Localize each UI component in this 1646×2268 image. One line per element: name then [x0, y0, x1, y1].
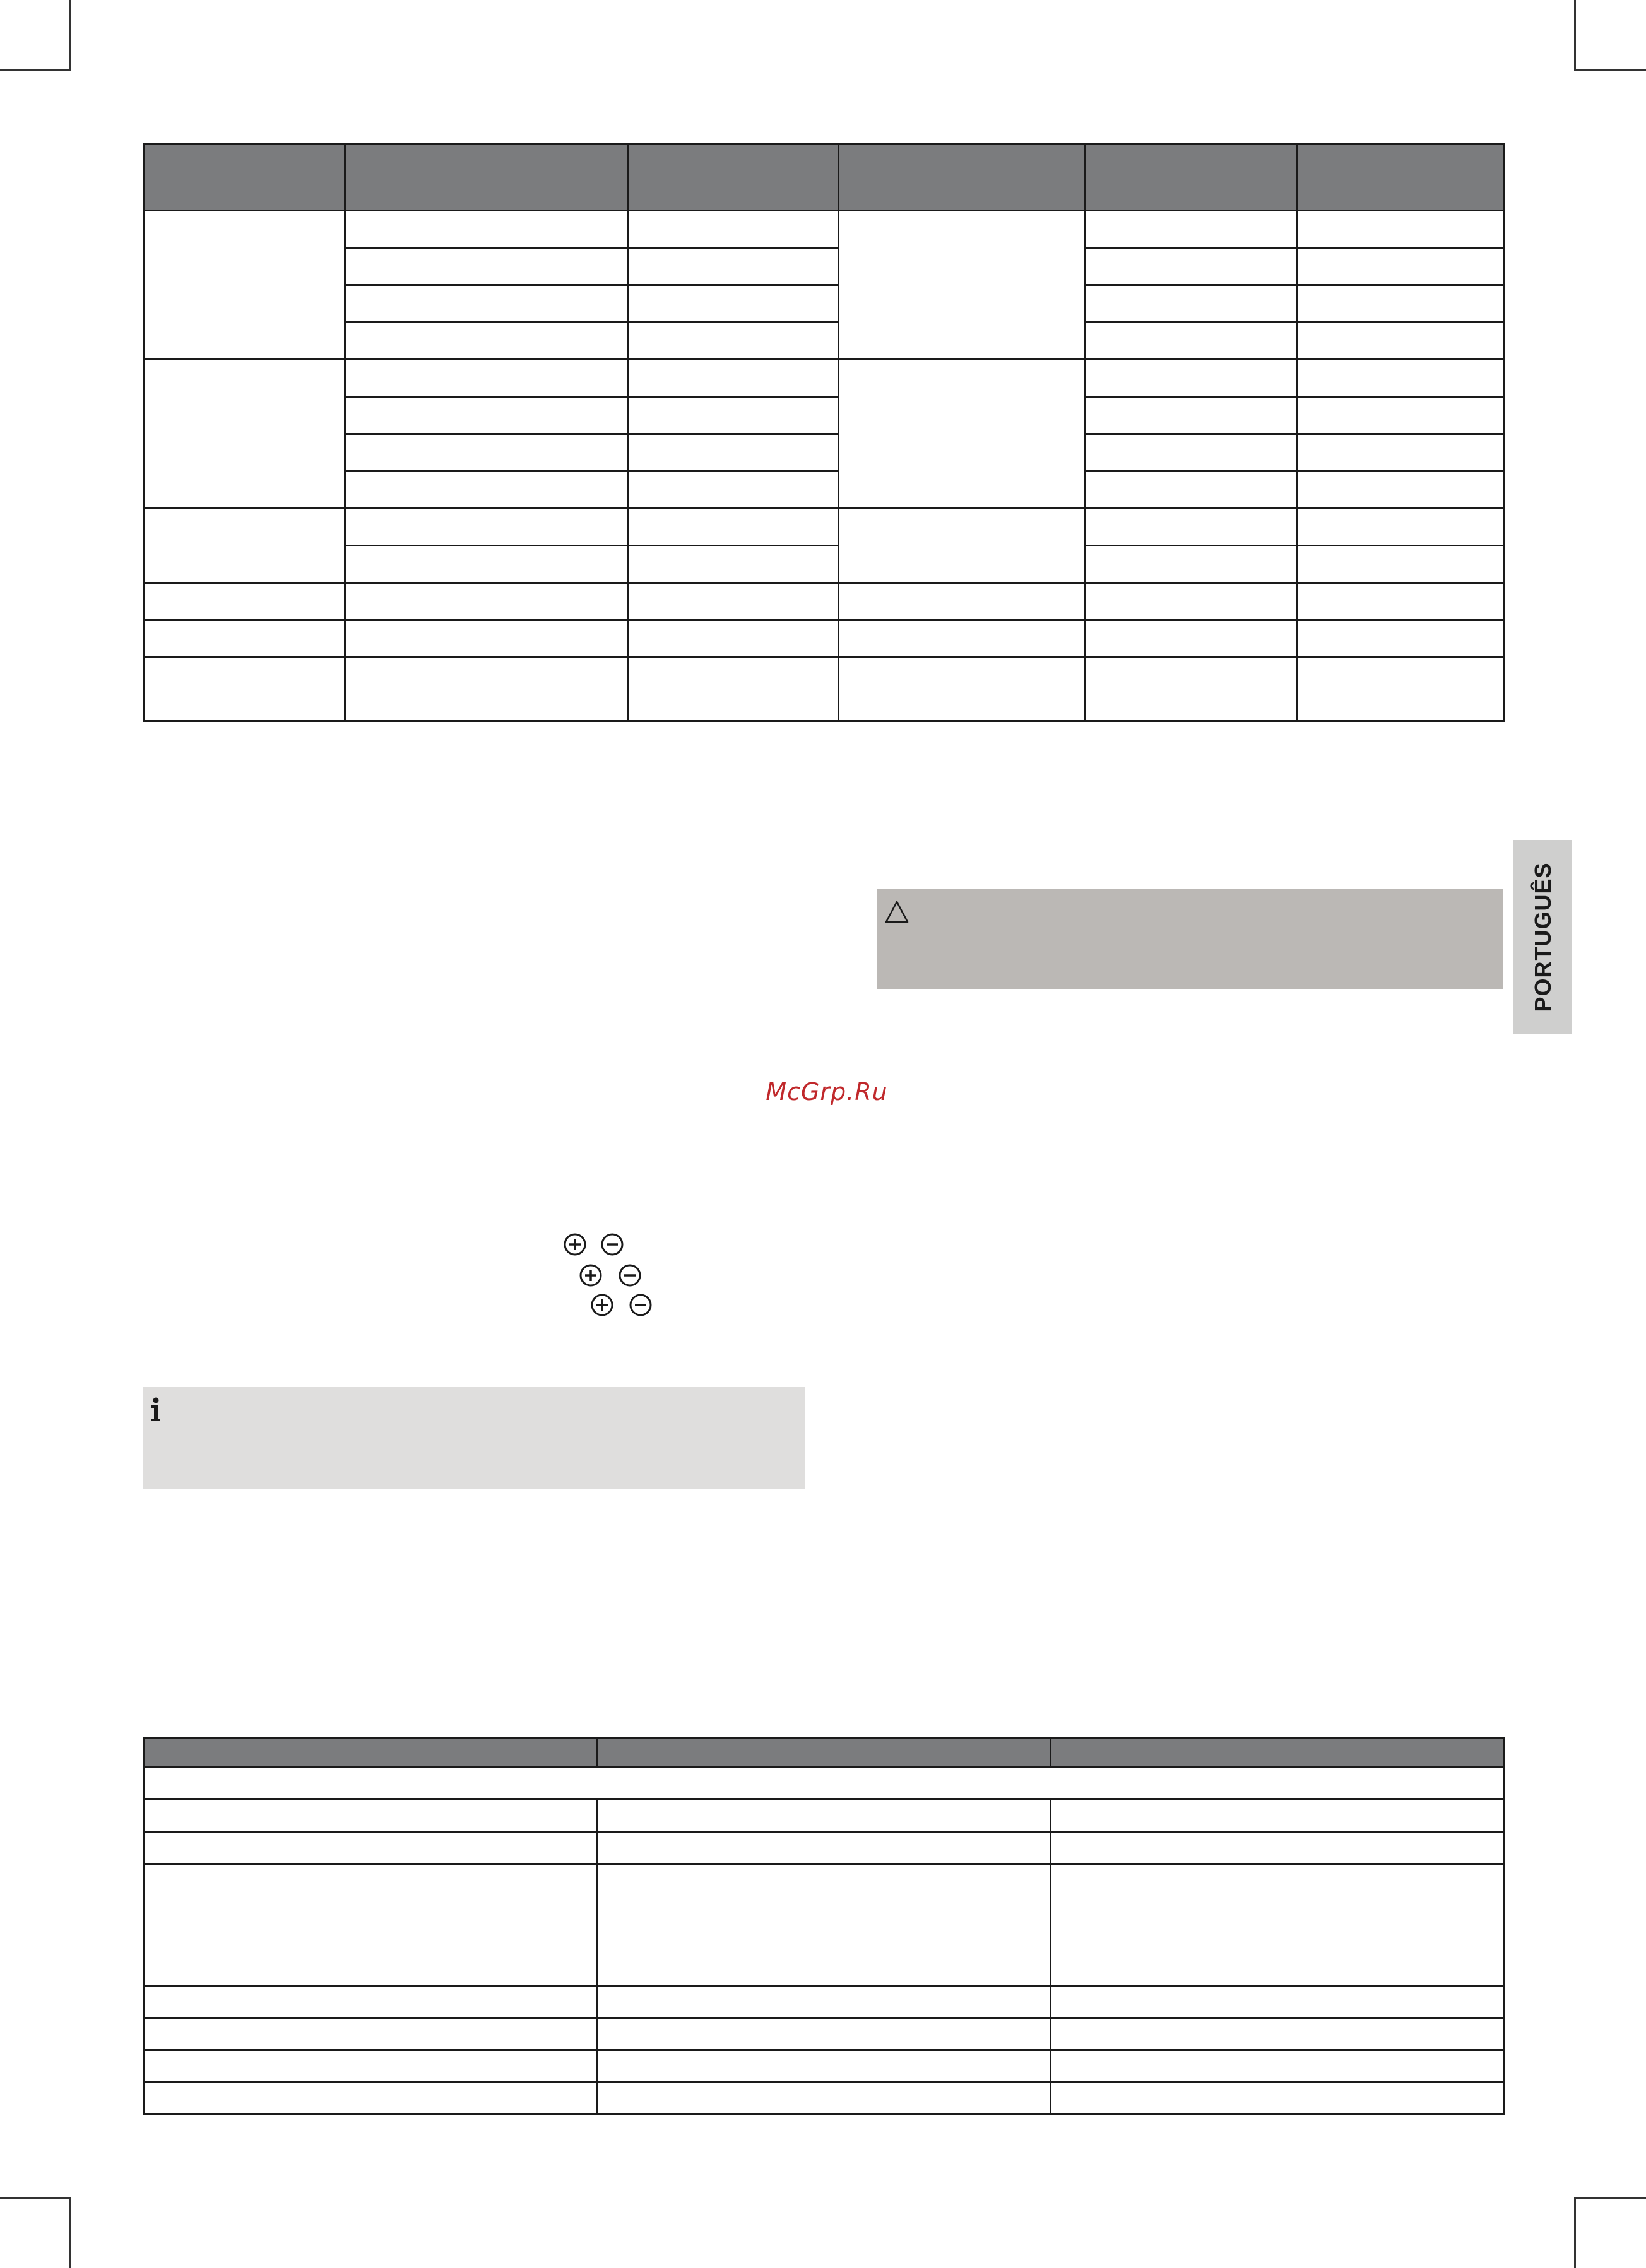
table-row	[144, 248, 1505, 285]
table-header-row	[144, 1738, 1505, 1768]
table-cell	[839, 583, 1086, 620]
group-cell	[839, 211, 1086, 360]
table-cell	[144, 1800, 598, 1832]
table-cell	[839, 658, 1086, 721]
table-row	[144, 1800, 1505, 1832]
crop-mark	[69, 0, 71, 71]
table-cell	[628, 546, 839, 583]
table-row	[144, 2082, 1505, 2115]
header-cell	[1051, 1738, 1505, 1768]
table-cell	[628, 434, 839, 471]
warning-triangle-icon	[884, 900, 909, 924]
table-cell	[1298, 360, 1505, 397]
table-cell	[628, 397, 839, 434]
crop-mark	[0, 2197, 71, 2199]
crop-mark	[0, 69, 71, 71]
table-cell	[1086, 360, 1298, 397]
table-row	[144, 546, 1505, 583]
table-row	[144, 1864, 1505, 1986]
table-cell	[1086, 546, 1298, 583]
group-cell	[144, 360, 345, 509]
crop-mark	[1574, 2197, 1646, 2199]
table-cell	[1051, 1864, 1505, 1986]
table-cell	[345, 360, 628, 397]
header-cell	[598, 1738, 1051, 1768]
specifications-table	[143, 1737, 1505, 2115]
table-cell	[628, 360, 839, 397]
table-cell	[1298, 583, 1505, 620]
table-cell	[598, 1986, 1051, 2018]
plus-circle-icon	[579, 1263, 603, 1287]
table-cell	[345, 434, 628, 471]
table-row	[144, 1832, 1505, 1864]
table-row	[144, 471, 1505, 509]
table-cell	[628, 211, 839, 248]
table-cell	[345, 248, 628, 285]
table-cell	[1086, 658, 1298, 721]
table-cell	[598, 2050, 1051, 2082]
table-row	[144, 658, 1505, 721]
table-cell	[345, 211, 628, 248]
table-cell	[345, 322, 628, 360]
crop-mark	[1574, 69, 1646, 71]
table-cell	[1086, 620, 1298, 658]
info-icon	[149, 1397, 163, 1422]
table-cell	[1051, 1986, 1505, 2018]
table-cell	[1086, 285, 1298, 322]
minus-circle-icon	[618, 1263, 642, 1287]
table-row	[144, 397, 1505, 434]
table-cell	[1051, 1832, 1505, 1864]
table-row	[144, 1986, 1505, 2018]
table-cell	[345, 546, 628, 583]
programs-table	[143, 143, 1505, 722]
table-cell	[1086, 434, 1298, 471]
table-row	[144, 620, 1505, 658]
table-cell	[1086, 397, 1298, 434]
table-cell	[1086, 322, 1298, 360]
table-row	[144, 322, 1505, 360]
table-cell	[1051, 2018, 1505, 2050]
minus-circle-icon	[629, 1293, 653, 1317]
table-row	[144, 285, 1505, 322]
table-section-row	[144, 1768, 1505, 1800]
table-cell	[144, 620, 345, 658]
table-cell	[628, 471, 839, 509]
table-cell	[345, 583, 628, 620]
table-cell	[628, 509, 839, 546]
table-cell	[1051, 1800, 1505, 1832]
minus-circle-icon	[600, 1232, 624, 1256]
table-cell	[1086, 471, 1298, 509]
table-cell	[1298, 434, 1505, 471]
table-row	[144, 360, 1505, 397]
table-cell	[628, 248, 839, 285]
table-row	[144, 2018, 1505, 2050]
table-cell	[144, 1864, 598, 1986]
info-box	[143, 1387, 805, 1489]
table-row	[144, 434, 1505, 471]
table-cell	[144, 1986, 598, 2018]
table-cell	[1298, 211, 1505, 248]
table-header-row	[144, 144, 1505, 211]
crop-mark	[69, 2197, 71, 2268]
table-cell	[598, 2082, 1051, 2115]
table-cell	[1298, 248, 1505, 285]
table-cell	[345, 471, 628, 509]
table-cell	[345, 397, 628, 434]
table-cell	[345, 285, 628, 322]
watermark: McGrp.Ru	[766, 1078, 888, 1106]
table-cell	[628, 658, 839, 721]
table-cell	[1051, 2082, 1505, 2115]
table-cell	[598, 2018, 1051, 2050]
table-cell	[144, 2082, 598, 2115]
language-tab	[1513, 840, 1572, 1034]
table-cell	[345, 509, 628, 546]
header-cell	[628, 144, 839, 211]
table-cell	[1298, 658, 1505, 721]
table-cell	[144, 1832, 598, 1864]
table-cell	[1086, 509, 1298, 546]
table-cell	[1086, 583, 1298, 620]
table-row	[144, 211, 1505, 248]
table-row	[144, 2050, 1505, 2082]
table-cell	[1298, 620, 1505, 658]
table-cell	[1298, 509, 1505, 546]
group-cell	[839, 509, 1086, 583]
header-cell	[1298, 144, 1505, 211]
table-cell	[628, 620, 839, 658]
header-cell	[144, 144, 345, 211]
table-cell	[1298, 471, 1505, 509]
table-cell	[144, 2050, 598, 2082]
table-cell	[1298, 397, 1505, 434]
table-row	[144, 583, 1505, 620]
table-cell	[598, 1832, 1051, 1864]
header-cell	[1086, 144, 1298, 211]
crop-mark	[1574, 0, 1576, 71]
warning-box	[877, 889, 1503, 989]
table-cell	[144, 2018, 598, 2050]
language-tab-label: PORTUGUÊS	[1529, 862, 1556, 1012]
group-cell	[839, 360, 1086, 509]
table-cell	[1051, 2050, 1505, 2082]
crop-mark	[1574, 2197, 1576, 2268]
table-cell	[144, 658, 345, 721]
table-cell	[144, 583, 345, 620]
table-cell	[628, 583, 839, 620]
header-cell	[345, 144, 628, 211]
header-cell	[144, 1738, 598, 1768]
table-cell	[1298, 285, 1505, 322]
table-cell	[1086, 211, 1298, 248]
table-cell	[1298, 546, 1505, 583]
table-cell	[598, 1800, 1051, 1832]
table-cell	[839, 620, 1086, 658]
table-cell	[1298, 322, 1505, 360]
table-cell	[345, 620, 628, 658]
table-cell	[628, 322, 839, 360]
table-row	[144, 509, 1505, 546]
plus-circle-icon	[590, 1293, 614, 1317]
table-cell	[598, 1864, 1051, 1986]
table-cell	[628, 285, 839, 322]
header-cell	[839, 144, 1086, 211]
table-cell	[1086, 248, 1298, 285]
section-cell	[144, 1768, 1505, 1800]
group-cell	[144, 509, 345, 583]
table-cell	[345, 658, 628, 721]
plus-circle-icon	[563, 1232, 587, 1256]
group-cell	[144, 211, 345, 360]
